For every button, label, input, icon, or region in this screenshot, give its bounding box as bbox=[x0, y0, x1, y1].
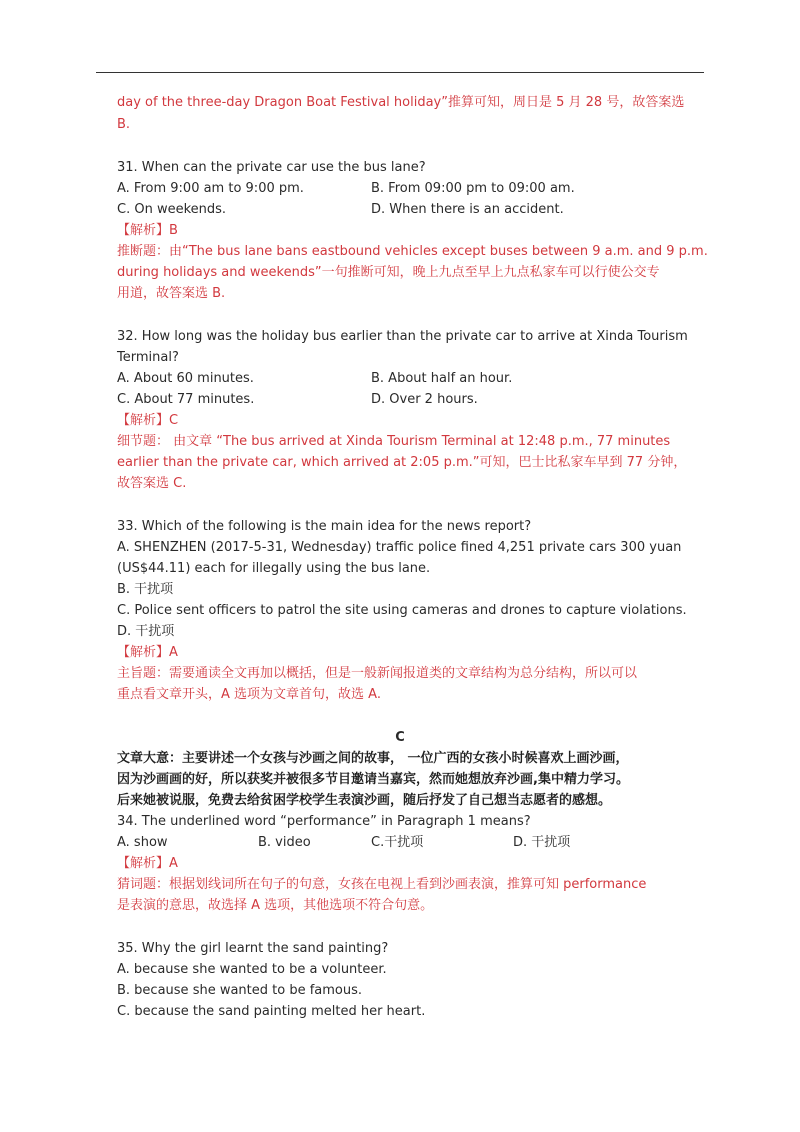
q34-question: 34. The underlined word “performance” in Paragraph 1 means? bbox=[117, 814, 531, 829]
q32-question-2: Terminal? bbox=[117, 350, 179, 365]
q33-option-a-1: A. SHENZHEN (2017-5-31, Wednesday) traffic police fined 4,251 private cars 300 yuan bbox=[117, 540, 682, 555]
q31-option-a: A. From 9:00 am to 9:00 pm. bbox=[117, 181, 304, 196]
q33-option-d: D. 干扰项 bbox=[117, 624, 175, 639]
q31-analysis-1: 推断题：由“The bus lane bans eastbound vehicles except buses between 9 a.m. and 9 p.m. bbox=[117, 244, 708, 259]
q31-analysis-3: 用道，故答案选 B. bbox=[117, 286, 226, 301]
q35-option-a: A. because she wanted to be a volunteer. bbox=[117, 962, 387, 977]
section-c-heading: C bbox=[395, 730, 405, 745]
q32-analysis-2: earlier than the private car, which arrived at 2:05 p.m.”可知，巴士比私家车早到 77 分钟， bbox=[117, 455, 687, 470]
header-rule bbox=[96, 72, 704, 73]
q32-analysis-3: 故答案选 C. bbox=[117, 476, 187, 491]
q33-analysis-1: 主旨题：需要通读全文再加以概括，但是一般新闻报道类的文章结构为总分结构，所以可以 bbox=[117, 666, 638, 681]
q35-question: 35. Why the girl learnt the sand painting? bbox=[117, 941, 389, 956]
q34-analysis-1: 猜词题：根据划线词所在句子的句意，女孩在电视上看到沙画表演，推算可知 performance bbox=[117, 877, 647, 892]
q33-option-a-2: (US$44.11) each for illegally using the bus lane. bbox=[117, 561, 431, 576]
q34-option-c: C.干扰项 bbox=[371, 835, 424, 850]
q32-option-c: C. About 77 minutes. bbox=[117, 392, 255, 407]
intro-line-1: day of the three-day Dragon Boat Festival holiday”推算可知，周日是 5 月 28 号，故答案选 bbox=[117, 95, 685, 110]
q32-question-1: 32. How long was the holiday bus earlier than the private car to arrive at Xinda Tourism bbox=[117, 329, 688, 344]
intro-line-2: B. bbox=[117, 117, 131, 132]
q31-analysis-2: during holidays and weekends”一句推断可知，晚上九点至早上九点私家车可以行使公交专 bbox=[117, 265, 660, 280]
q32-analysis-1: 细节题： 由文章 “The bus arrived at Xinda Tourism Terminal at 12:48 p.m., 77 minutes bbox=[117, 434, 671, 449]
section-c-summary-1: 文章大意：主要讲述一个女孩与沙画之间的故事， 一位广西的女孩小时候喜欢上画沙画， bbox=[117, 751, 629, 766]
q32-option-d: D. Over 2 hours. bbox=[371, 392, 478, 407]
section-c-summary-3: 后来她被说服，免费去给贫困学校学生表演沙画，随后抒发了自己想当志愿者的感想。 bbox=[117, 793, 612, 808]
q35-option-b: B. because she wanted to be famous. bbox=[117, 983, 363, 998]
q34-option-a: A. show bbox=[117, 835, 168, 850]
q31-option-d: D. When there is an accident. bbox=[371, 202, 564, 217]
q33-question: 33. Which of the following is the main idea for the news report? bbox=[117, 519, 532, 534]
section-c-summary-2: 因为沙画画的好，所以获奖并被很多节目邀请当嘉宾，然而她想放弃沙画,集中精力学习。 bbox=[117, 772, 629, 787]
q34-answer-label: 【解析】A bbox=[117, 856, 178, 871]
q33-analysis-2: 重点看文章开头，A 选项为文章首句，故选 A. bbox=[117, 687, 381, 702]
q31-option-c: C. On weekends. bbox=[117, 202, 227, 217]
q32-answer-label: 【解析】C bbox=[117, 413, 179, 428]
q33-answer-label: 【解析】A bbox=[117, 645, 178, 660]
q31-answer-label: 【解析】B bbox=[117, 223, 178, 238]
q31-question: 31. When can the private car use the bus lane? bbox=[117, 160, 426, 175]
q32-option-a: A. About 60 minutes. bbox=[117, 371, 254, 386]
q34-option-b: B. video bbox=[258, 835, 311, 850]
q33-option-c: C. Police sent officers to patrol the site using cameras and drones to capture violations. bbox=[117, 603, 687, 618]
q33-option-b: B. 干扰项 bbox=[117, 582, 174, 597]
q32-option-b: B. About half an hour. bbox=[371, 371, 513, 386]
q31-option-b: B. From 09:00 pm to 09:00 am. bbox=[371, 181, 575, 196]
q35-option-c: C. because the sand painting melted her heart. bbox=[117, 1004, 426, 1019]
q34-analysis-2: 是表演的意思，故选择 A 选项，其他选项不符合句意。 bbox=[117, 898, 434, 913]
q34-option-d: D. 干扰项 bbox=[513, 835, 571, 850]
